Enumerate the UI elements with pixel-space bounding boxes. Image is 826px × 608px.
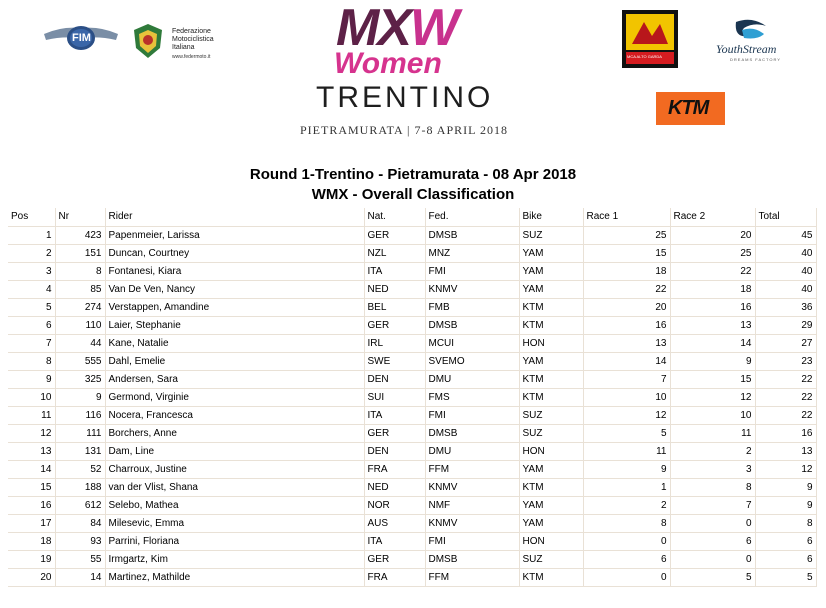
cell-pos: 17 [8, 514, 55, 532]
cell-nat: BEL [364, 298, 425, 316]
ktm-logo-text: KTM [668, 97, 709, 119]
cell-race1: 11 [583, 442, 670, 460]
cell-race1: 6 [583, 550, 670, 568]
cell-pos: 5 [8, 298, 55, 316]
table-row [8, 316, 816, 334]
cell-pos: 2 [8, 244, 55, 262]
cell-fed: DMU [425, 370, 519, 388]
header-pos: Pos [8, 208, 55, 226]
cell-fed: KNMV [425, 280, 519, 298]
cell-fed: DMU [425, 442, 519, 460]
table-row [8, 244, 816, 262]
header-race2: Race 2 [670, 208, 755, 226]
cell-race1: 7 [583, 370, 670, 388]
cell-rider: Nocera, Francesca [105, 406, 364, 424]
cell-bike: YAM [519, 280, 583, 298]
cell-pos: 16 [8, 496, 55, 514]
cell-bike: KTM [519, 370, 583, 388]
round-title: Round 1-Trentino - Pietramurata - 08 Apr 2018 [249, 166, 577, 183]
fmi-logo-url: www.federmoto.it [172, 54, 211, 60]
cell-pos: 19 [8, 550, 55, 568]
fmi-logo-text: Federazione Motociclistica Italiana [172, 28, 214, 51]
ktm-logo [656, 92, 725, 125]
cell-fed: MNZ [425, 244, 519, 262]
cell-race2: 12 [670, 388, 755, 406]
cell-total: 6 [755, 532, 816, 550]
cell-nat: NOR [364, 496, 425, 514]
cell-bike: YAM [519, 244, 583, 262]
cell-rider: Irmgartz, Kim [105, 550, 364, 568]
cell-nat: GER [364, 316, 425, 334]
cell-nat: DEN [364, 370, 425, 388]
cell-race2: 3 [670, 460, 755, 478]
cell-nr: 55 [55, 550, 105, 568]
cell-nr: 84 [55, 514, 105, 532]
cell-nat: GER [364, 424, 425, 442]
cell-race1: 8 [583, 514, 670, 532]
cell-nr: 325 [55, 370, 105, 388]
cell-total: 9 [755, 496, 816, 514]
cell-rider: Selebo, Mathea [105, 496, 364, 514]
table-header-row [8, 208, 816, 226]
cell-fed: KNMV [425, 478, 519, 496]
cell-fed: KNMV [425, 514, 519, 532]
table-row [8, 496, 816, 514]
cell-bike: SUZ [519, 226, 583, 244]
cell-nat: ITA [364, 406, 425, 424]
cell-nr: 423 [55, 226, 105, 244]
table-row [8, 406, 816, 424]
cell-nr: 111 [55, 424, 105, 442]
cell-total: 23 [755, 352, 816, 370]
cell-nr: 44 [55, 334, 105, 352]
cell-race1: 0 [583, 532, 670, 550]
cell-nr: 555 [55, 352, 105, 370]
cell-nr: 93 [55, 532, 105, 550]
cell-bike: YAM [519, 514, 583, 532]
table-row [8, 442, 816, 460]
cell-race2: 18 [670, 280, 755, 298]
cell-rider: Charroux, Justine [105, 460, 364, 478]
table-row [8, 424, 816, 442]
table-row [8, 262, 816, 280]
fim-logo-text: FIM [72, 32, 91, 44]
cell-rider: Milesevic, Emma [105, 514, 364, 532]
cell-nat: IRL [364, 334, 425, 352]
cell-nat: NED [364, 478, 425, 496]
cell-total: 36 [755, 298, 816, 316]
results-body [8, 226, 816, 586]
cell-bike: HON [519, 334, 583, 352]
cell-race1: 1 [583, 478, 670, 496]
cell-rider: Parrini, Floriana [105, 532, 364, 550]
brand-mxw-a: MX [336, 0, 410, 57]
cell-nr: 116 [55, 406, 105, 424]
cell-race1: 12 [583, 406, 670, 424]
cell-nr: 110 [55, 316, 105, 334]
cell-race1: 10 [583, 388, 670, 406]
cell-pos: 13 [8, 442, 55, 460]
cell-race1: 5 [583, 424, 670, 442]
cell-fed: NMF [425, 496, 519, 514]
cell-total: 22 [755, 406, 816, 424]
brand-mxw-b: W [410, 0, 458, 57]
cell-pos: 10 [8, 388, 55, 406]
cell-race2: 2 [670, 442, 755, 460]
cell-bike: KTM [519, 316, 583, 334]
table-row [8, 352, 816, 370]
cell-race2: 25 [670, 244, 755, 262]
cell-nat: FRA [364, 568, 425, 586]
cell-bike: KTM [519, 298, 583, 316]
cell-race2: 16 [670, 298, 755, 316]
cell-bike: YAM [519, 262, 583, 280]
cell-bike: YAM [519, 496, 583, 514]
table-row [8, 280, 816, 298]
cell-nr: 131 [55, 442, 105, 460]
table-row [8, 460, 816, 478]
cell-race2: 7 [670, 496, 755, 514]
cell-nat: ITA [364, 262, 425, 280]
cell-fed: FMI [425, 532, 519, 550]
cell-nat: SUI [364, 388, 425, 406]
cell-pos: 4 [8, 280, 55, 298]
cell-race2: 0 [670, 550, 755, 568]
cell-bike: YAM [519, 352, 583, 370]
cell-nr: 9 [55, 388, 105, 406]
cell-bike: YAM [519, 460, 583, 478]
event-dates: PIETRAMURATA | 7-8 APRIL 2018 [300, 123, 509, 137]
cell-bike: KTM [519, 388, 583, 406]
cell-rider: Kane, Natalie [105, 334, 364, 352]
cell-total: 29 [755, 316, 816, 334]
header-rider: Rider [105, 208, 364, 226]
classification-title: WMX - Overall Classification [311, 186, 515, 203]
brand-trentino: TRENTINO [316, 81, 494, 114]
cell-rider: Laier, Stephanie [105, 316, 364, 334]
cell-total: 5 [755, 568, 816, 586]
cell-nr: 612 [55, 496, 105, 514]
cell-nat: FRA [364, 460, 425, 478]
table-row [8, 514, 816, 532]
cell-pos: 18 [8, 532, 55, 550]
cell-total: 12 [755, 460, 816, 478]
header-bike: Bike [519, 208, 583, 226]
cell-fed: FFM [425, 460, 519, 478]
brand-women: Women [334, 47, 442, 80]
cell-nr: 274 [55, 298, 105, 316]
cell-nat: DEN [364, 442, 425, 460]
cell-rider: Germond, Virginie [105, 388, 364, 406]
header-nat: Nat. [364, 208, 425, 226]
cell-total: 6 [755, 550, 816, 568]
cell-race1: 25 [583, 226, 670, 244]
cell-fed: FMB [425, 298, 519, 316]
fmi-logo [128, 22, 212, 66]
cell-race1: 15 [583, 244, 670, 262]
cell-pos: 1 [8, 226, 55, 244]
cell-race1: 16 [583, 316, 670, 334]
cell-pos: 14 [8, 460, 55, 478]
cell-pos: 7 [8, 334, 55, 352]
cell-fed: DMSB [425, 550, 519, 568]
cell-race2: 13 [670, 316, 755, 334]
cell-total: 45 [755, 226, 816, 244]
cell-race1: 9 [583, 460, 670, 478]
cell-fed: DMSB [425, 424, 519, 442]
table-row [8, 478, 816, 496]
cell-total: 40 [755, 280, 816, 298]
table-row [8, 568, 816, 586]
results-table [8, 208, 817, 587]
cell-nat: GER [364, 550, 425, 568]
cell-rider: Papenmeier, Larissa [105, 226, 364, 244]
cell-fed: SVEMO [425, 352, 519, 370]
cell-nat: GER [364, 226, 425, 244]
cell-nat: AUS [364, 514, 425, 532]
cell-total: 40 [755, 244, 816, 262]
cell-nr: 8 [55, 262, 105, 280]
table-row [8, 226, 816, 244]
cell-rider: Martinez, Mathilde [105, 568, 364, 586]
cell-rider: Dam, Line [105, 442, 364, 460]
header-race1: Race 1 [583, 208, 670, 226]
cell-race1: 13 [583, 334, 670, 352]
cell-bike: HON [519, 532, 583, 550]
cell-rider: Borchers, Anne [105, 424, 364, 442]
cell-race1: 18 [583, 262, 670, 280]
cell-race2: 15 [670, 370, 755, 388]
cell-pos: 11 [8, 406, 55, 424]
cell-rider: Verstappen, Amandine [105, 298, 364, 316]
cell-fed: FMI [425, 262, 519, 280]
table-row [8, 298, 816, 316]
cell-race1: 20 [583, 298, 670, 316]
cell-race2: 14 [670, 334, 755, 352]
cell-fed: FMS [425, 388, 519, 406]
cell-total: 22 [755, 370, 816, 388]
cell-bike: HON [519, 442, 583, 460]
table-row [8, 334, 816, 352]
cell-fed: MCUI [425, 334, 519, 352]
cell-race2: 8 [670, 478, 755, 496]
cell-total: 9 [755, 478, 816, 496]
cell-race2: 22 [670, 262, 755, 280]
cell-rider: Van De Ven, Nancy [105, 280, 364, 298]
youthstream-sub: DREAMS FACTORY [730, 57, 781, 62]
cell-nat: ITA [364, 532, 425, 550]
cell-pos: 12 [8, 424, 55, 442]
cell-total: 8 [755, 514, 816, 532]
header-fed: Fed. [425, 208, 519, 226]
cell-rider: Duncan, Courtney [105, 244, 364, 262]
cell-total: 13 [755, 442, 816, 460]
cell-bike: SUZ [519, 550, 583, 568]
cell-nat: NZL [364, 244, 425, 262]
cell-nr: 151 [55, 244, 105, 262]
youthstream-logo [714, 18, 790, 62]
cell-race2: 5 [670, 568, 755, 586]
fim-logo [42, 24, 120, 52]
header-nr: Nr [55, 208, 105, 226]
cell-race2: 20 [670, 226, 755, 244]
cell-race2: 11 [670, 424, 755, 442]
cell-race2: 0 [670, 514, 755, 532]
cell-race1: 22 [583, 280, 670, 298]
cell-total: 40 [755, 262, 816, 280]
cell-bike: SUZ [519, 406, 583, 424]
cell-fed: FFM [425, 568, 519, 586]
cell-race2: 10 [670, 406, 755, 424]
cell-total: 22 [755, 388, 816, 406]
cell-total: 16 [755, 424, 816, 442]
cell-fed: FMI [425, 406, 519, 424]
mca-alto-garda-logo [622, 10, 678, 68]
cell-race1: 14 [583, 352, 670, 370]
cell-rider: Dahl, Emelie [105, 352, 364, 370]
table-row [8, 388, 816, 406]
header-total: Total [755, 208, 816, 226]
cell-fed: DMSB [425, 226, 519, 244]
cell-nat: SWE [364, 352, 425, 370]
cell-bike: KTM [519, 568, 583, 586]
cell-race2: 9 [670, 352, 755, 370]
mca-logo-text: MCA ALTO GARDA [627, 54, 662, 59]
youthstream-text: YouthStream [716, 42, 777, 56]
cell-race1: 2 [583, 496, 670, 514]
cell-fed: DMSB [425, 316, 519, 334]
cell-race2: 6 [670, 532, 755, 550]
table-row [8, 370, 816, 388]
cell-nr: 188 [55, 478, 105, 496]
cell-rider: Fontanesi, Kiara [105, 262, 364, 280]
cell-nat: NED [364, 280, 425, 298]
cell-bike: KTM [519, 478, 583, 496]
cell-race1: 0 [583, 568, 670, 586]
cell-pos: 6 [8, 316, 55, 334]
cell-pos: 9 [8, 370, 55, 388]
cell-rider: Andersen, Sara [105, 370, 364, 388]
table-row [8, 550, 816, 568]
cell-pos: 20 [8, 568, 55, 586]
cell-pos: 15 [8, 478, 55, 496]
cell-rider: van der Vlist, Shana [105, 478, 364, 496]
cell-total: 27 [755, 334, 816, 352]
cell-pos: 3 [8, 262, 55, 280]
cell-pos: 8 [8, 352, 55, 370]
cell-nr: 14 [55, 568, 105, 586]
cell-bike: SUZ [519, 424, 583, 442]
mxw-women-trentino-logo [300, 0, 530, 140]
cell-nr: 85 [55, 280, 105, 298]
cell-nr: 52 [55, 460, 105, 478]
table-row [8, 532, 816, 550]
